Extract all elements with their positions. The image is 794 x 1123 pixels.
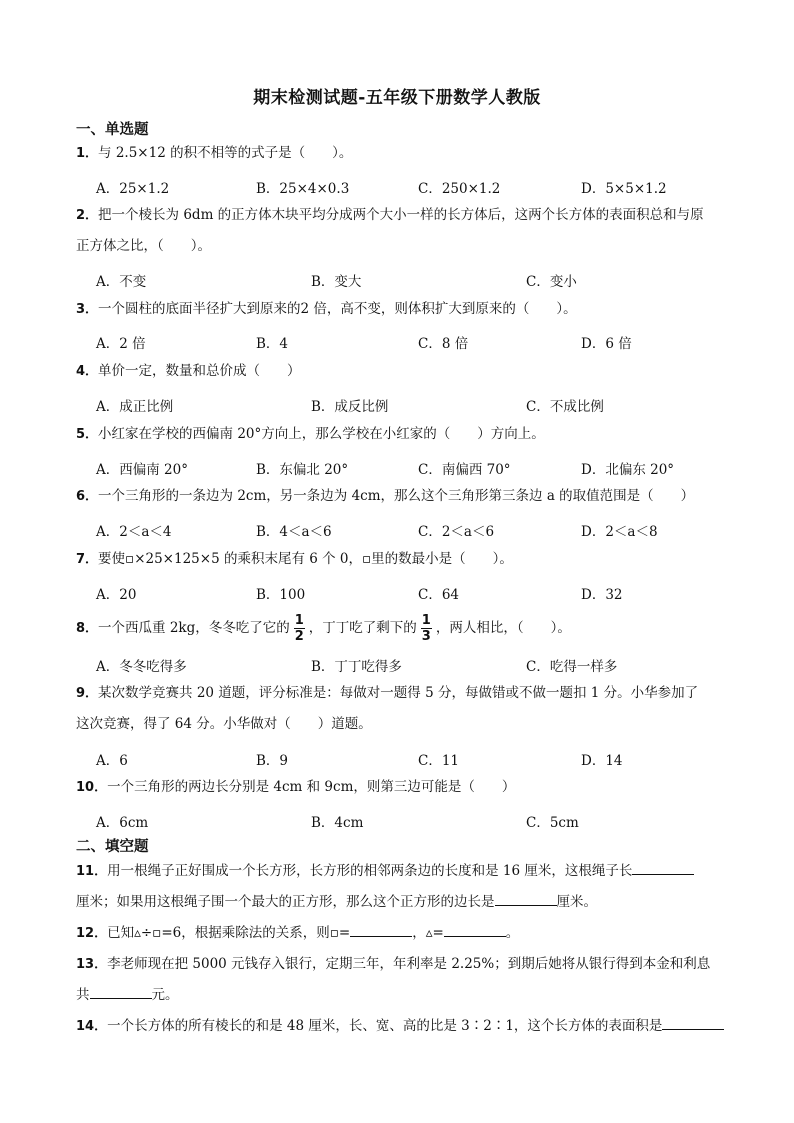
fraction-numerator: 1 [294,613,304,628]
option-c: C．不成比例 [526,399,604,415]
fraction-one-half [294,614,305,643]
option-a: A．2 倍 [96,336,146,352]
question-number: 2． [76,208,99,223]
option-a: A．冬冬吃得多 [96,659,187,675]
option-a: A．25×1.2 [96,181,170,197]
option-c: C．5cm [526,815,579,831]
fraction-denominator: 3 [421,629,431,644]
option-c: C．南偏西 70° [418,462,511,478]
answer-blank[interactable] [90,984,152,999]
option-d: D．2＜a＜8 [581,524,658,540]
question-4 [76,356,746,387]
question-5-options [96,458,746,478]
question-number: 13． [76,957,108,972]
option-c: C．变小 [526,274,577,290]
option-c: C．2＜a＜6 [418,524,495,540]
question-text-line-2-end: 元。 [151,987,179,1003]
question-text-line-1: 把一个棱长为 6dm 的正方体木块平均分成两个大小一样的长方体后，这两个长方体的表面积总和与原 [98,207,704,223]
option-b: B．成反比例 [311,399,389,415]
page-title: 期末检测试题-五年级下册数学人教版 [253,88,541,108]
option-d: D．32 [581,587,623,603]
question-2 [76,200,746,262]
question-text-line-2: 这次竞赛，得了 64 分。小华做对（ ）道题。 [76,716,372,732]
option-a: A．2＜a＜4 [96,524,172,540]
option-a: A．6 [96,753,128,769]
question-number: 5． [76,427,99,442]
option-c: C．11 [418,753,460,769]
question-7-options [96,583,746,603]
option-a: A．成正比例 [96,399,174,415]
option-d: D．6 倍 [581,336,632,352]
question-3 [76,294,746,325]
option-d: D．北偏东 20° [581,462,675,478]
question-5 [76,419,746,450]
fraction-denominator: 2 [294,629,304,644]
question-2-options [96,270,746,290]
question-14 [76,1011,746,1042]
question-11 [76,856,746,918]
answer-blank[interactable] [662,1015,724,1030]
question-number: 8． [76,621,99,636]
question-text: 一个三角形的两边长分别是 4cm 和 9cm，则第三边可能是（ ） [107,779,516,795]
question-8 [76,610,746,647]
question-number: 10． [76,780,108,795]
fraction-one-third [421,614,432,643]
option-c: C．8 倍 [418,336,469,352]
question-text: 一个三角形的一条边为 2cm，另一条边为 4cm，那么这个三角形第三条边 a 的取值范围是（ ） [98,488,695,504]
question-number: 11． [76,864,108,879]
question-text: 与 2.5×12 的积不相等的式子是（ ）。 [98,145,353,161]
question-text-line-2: 厘米；如果用这根绳子围一个最大的正方形，那么这个正方形的边长是 [76,894,495,910]
section-heading-single-choice: 一、单选题 [76,122,149,138]
question-text: 小红家在学校的西偏南 20°方向上，那么学校在小红家的（ ）方向上。 [98,426,545,442]
question-text: 一个长方体的所有棱长的和是 48 厘米，长、宽、高的比是 3∶2∶1，这个长方体的表面积是 [107,1018,663,1034]
question-text-pre: 一个西瓜重 2kg，冬冬吃了它的 [98,620,290,636]
question-text-line-1: 李老师现在把 5000 元钱存入银行，定期三年，年利率是 2.25%；到期后她将从银行得到本金和利息 [107,956,711,972]
fraction-numerator: 1 [421,613,431,628]
question-text-post: ，两人相比，（ ）。 [435,620,571,636]
question-text-line-1: 用一根绳子正好围成一个长方形，长方形的相邻两条边的长度和是 16 厘米，这根绳子长 [107,863,633,879]
question-text-mid: ，丁丁吃了剩下的 [308,620,417,636]
question-text-line-2: 共 [76,987,90,1003]
question-text-line-2-end: 厘米。 [556,894,597,910]
answer-blank[interactable] [444,922,506,937]
question-number: 12． [76,926,108,941]
option-d: D．5×5×1.2 [581,181,667,197]
option-a: A．20 [96,587,137,603]
question-text: 要使▫×25×125×5 的乘积末尾有 6 个 0，▫里的数最小是（ ）。 [98,551,513,567]
question-text: 一个圆柱的底面半径扩大到原来的2 倍，高不变，则体积扩大到原来的（ ）。 [98,301,577,317]
option-c: C．250×1.2 [418,181,501,197]
question-number: 6． [76,489,99,504]
question-10-options [96,811,746,831]
option-a: A．6cm [96,815,149,831]
question-1-options [96,177,746,197]
option-b: B．丁丁吃得多 [311,659,402,675]
option-d: D．14 [581,753,623,769]
question-12 [76,918,746,949]
question-8-options [96,655,746,675]
question-text-line-1: 某次数学竞赛共 20 道题，评分标准是：每做对一题得 5 分，每做错或不做一题扣 1 分。小华参加了 [98,685,699,701]
section-heading-fill-in: 二、填空题 [76,839,149,855]
answer-blank[interactable] [350,922,412,937]
question-6-options [96,520,746,540]
answer-blank[interactable] [495,891,557,906]
option-b: B．100 [256,587,306,603]
question-number: 9． [76,686,99,701]
option-b: B．9 [256,753,289,769]
option-b: B．4＜a＜6 [256,524,332,540]
question-7 [76,544,746,575]
answer-blank[interactable] [632,860,694,875]
question-number: 1． [76,146,99,161]
question-1 [76,138,746,169]
question-number: 3． [76,302,99,317]
question-number: 7． [76,552,99,567]
option-b: B．东偏北 20° [256,462,349,478]
question-6 [76,481,746,512]
option-b: B．4cm [311,815,364,831]
question-text-pre: 已知▵÷▫=6，根据乘除法的关系，则▫= [107,925,351,941]
question-text-post: 。 [505,925,520,941]
question-number: 14． [76,1019,108,1034]
question-text: 单价一定，数量和总价成（ ） [98,363,301,379]
option-c: C．64 [418,587,460,603]
option-a: A．西偏南 20° [96,462,188,478]
question-number: 4． [76,364,99,379]
question-text-line-2: 正方体之比，（ ）。 [76,238,211,254]
question-13 [76,949,746,1011]
question-text-mid: ，▵= [412,925,444,941]
option-b: B．变大 [311,274,362,290]
question-9-options [96,749,746,769]
question-10 [76,772,746,803]
option-b: B．4 [256,336,289,352]
question-9 [76,678,746,740]
question-3-options [96,332,746,352]
option-b: B．25×4×0.3 [256,181,350,197]
option-a: A．不变 [96,274,147,290]
question-4-options [96,395,746,415]
option-c: C．吃得一样多 [526,659,618,675]
